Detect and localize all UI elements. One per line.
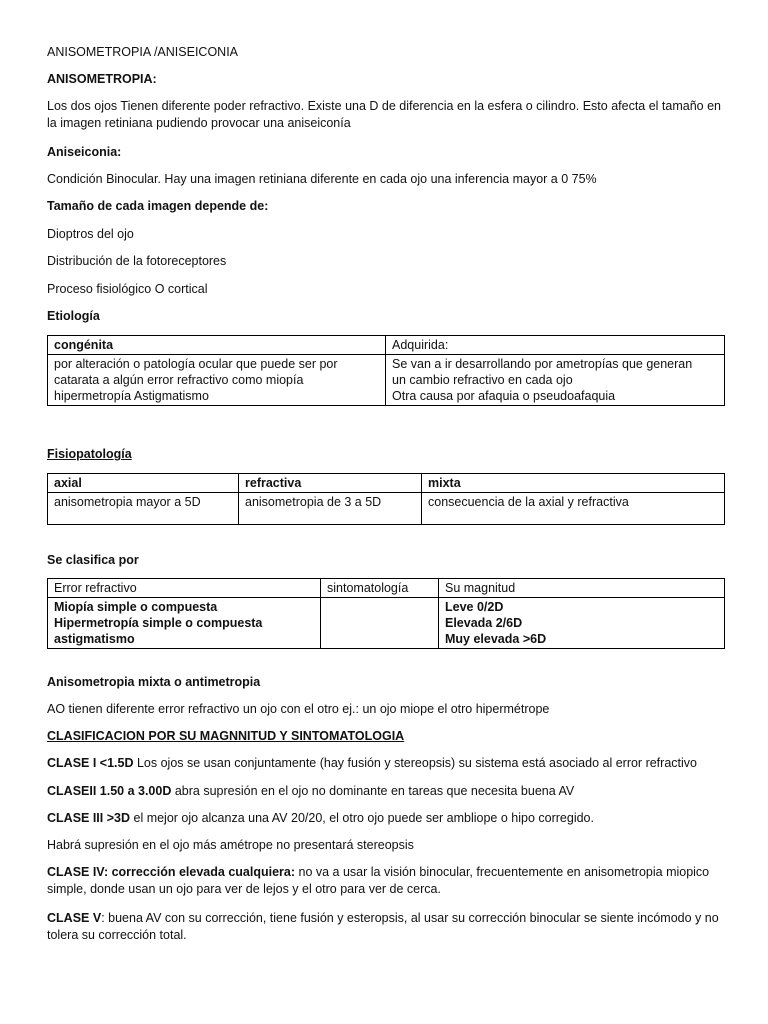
clase-v-paragraph xyxy=(47,910,727,944)
table-header-cell: congénita xyxy=(48,336,386,355)
factor-item: Dioptros del ojo xyxy=(47,227,134,241)
tamano-heading: Tamaño de cada imagen depende de: xyxy=(47,199,269,213)
antimetropia-paragraph: AO tienen diferente error refractivo un ojo con el otro ej.: un ojo miope el otro hipermétrope xyxy=(47,702,550,716)
clase-iii-line xyxy=(47,810,727,827)
fisiopatologia-heading: Fisiopatología xyxy=(47,447,132,461)
clase-label: CLASE III >3D xyxy=(47,811,131,825)
cell-line: Se van a ir desarrollando por ametropías que generan xyxy=(392,357,693,371)
clase-text: el mejor ojo alcanza una AV 20/20, el otro ojo puede ser ambliope o hipo corregido. xyxy=(130,811,594,825)
clasifica-heading: Se clasifica por xyxy=(47,553,139,567)
cell-line: astigmatismo xyxy=(54,632,135,646)
cell-line: Hipermetropía simple o compuesta xyxy=(54,616,263,630)
table-cell xyxy=(48,355,386,406)
cell-line: un cambio refractivo en cada ojo xyxy=(392,373,573,387)
table-header-cell: mixta xyxy=(422,474,725,493)
etiologia-table xyxy=(47,335,725,406)
table-header-cell: refractiva xyxy=(239,474,422,493)
clase-text: no va a usar la visión binocular, frecuentemente en anisometropia miopico simple, donde usan un ojo para ver de lejos y el otro para ver de cerca. xyxy=(47,865,710,896)
clase-label: CLASEII 1.50 a 3.00D xyxy=(47,784,172,798)
clasifica-table xyxy=(47,578,725,649)
aniseiconia-heading: Aniseiconia: xyxy=(47,145,122,159)
table-cell xyxy=(321,598,439,649)
clase-text: Los ojos se usan conjuntamente (hay fusión y stereopsis) su sistema está asociado al error refractivo xyxy=(133,756,697,770)
table-header-cell: axial xyxy=(48,474,239,493)
table-cell xyxy=(48,598,321,649)
cell-line: hipermetropía Astigmatismo xyxy=(54,389,209,403)
etiologia-heading: Etiología xyxy=(47,309,100,323)
table-cell xyxy=(386,355,725,406)
fisiopatologia-table xyxy=(47,473,725,525)
table-cell: anisometropia mayor a 5D xyxy=(48,493,239,525)
clasificacion-heading: CLASIFICACION POR SU MAGNNITUD Y SINTOMATOLOGIA xyxy=(47,729,405,743)
anisometropia-heading: ANISOMETROPIA: xyxy=(47,72,157,86)
cell-line: catarata a algún error refractivo como miopía xyxy=(54,373,304,387)
table-header-cell: Adquirida: xyxy=(386,336,725,355)
cell-line: por alteración o patología ocular que puede ser por xyxy=(54,357,338,371)
anisometropia-paragraph: Los dos ojos Tienen diferente poder refractivo. Existe una D de diferencia en la esfera o cilindro. Esto afecta el tamaño en la imagen retiniana pudiendo provocar una aniseiconía xyxy=(47,99,722,130)
clase-label: CLASE IV: corrección elevada cualquiera: xyxy=(47,865,296,879)
table-header-cell: Su magnitud xyxy=(439,579,725,598)
clase-ii-line xyxy=(47,783,727,800)
cell-line: Miopía simple o compuesta xyxy=(54,600,218,614)
supresion-paragraph: Habrá supresión en el ojo más amétrope no presentará stereopsis xyxy=(47,838,414,852)
cell-line: Otra causa por afaquia o pseudoafaquia xyxy=(392,389,616,403)
cell-line: Elevada 2/6D xyxy=(445,616,523,630)
clase-label: CLASE I <1.5D xyxy=(47,756,134,770)
table-header-cell: sintomatología xyxy=(321,579,439,598)
antimetropia-heading: Anisometropia mixta o antimetropia xyxy=(47,675,261,689)
clase-label: CLASE V xyxy=(47,911,102,925)
clase-text: abra supresión en el ojo no dominante en tareas que necesita buena AV xyxy=(171,784,575,798)
factor-item: Proceso fisiológico O cortical xyxy=(47,282,208,296)
table-header-cell: Error refractivo xyxy=(48,579,321,598)
clase-iv-paragraph xyxy=(47,864,727,898)
cell-line: Muy elevada >6D xyxy=(445,632,547,646)
factor-item: Distribución de la fotoreceptores xyxy=(47,254,227,268)
aniseiconia-paragraph: Condición Binocular. Hay una imagen retiniana diferente en cada ojo una inferencia mayor a 0 75% xyxy=(47,172,597,186)
document-title: ANISOMETROPIA /ANISEICONIA xyxy=(47,45,239,59)
clase-text: : buena AV con su corrección, tiene fusión y esteropsis, al usar su corrección binocular se siente incómodo y no tolera su corrección total. xyxy=(47,911,719,942)
cell-line: Leve 0/2D xyxy=(445,600,504,614)
clase-i-line xyxy=(47,755,727,772)
table-cell: anisometropia de 3 a 5D xyxy=(239,493,422,525)
table-cell: consecuencia de la axial y refractiva xyxy=(422,493,725,525)
table-cell xyxy=(439,598,725,649)
